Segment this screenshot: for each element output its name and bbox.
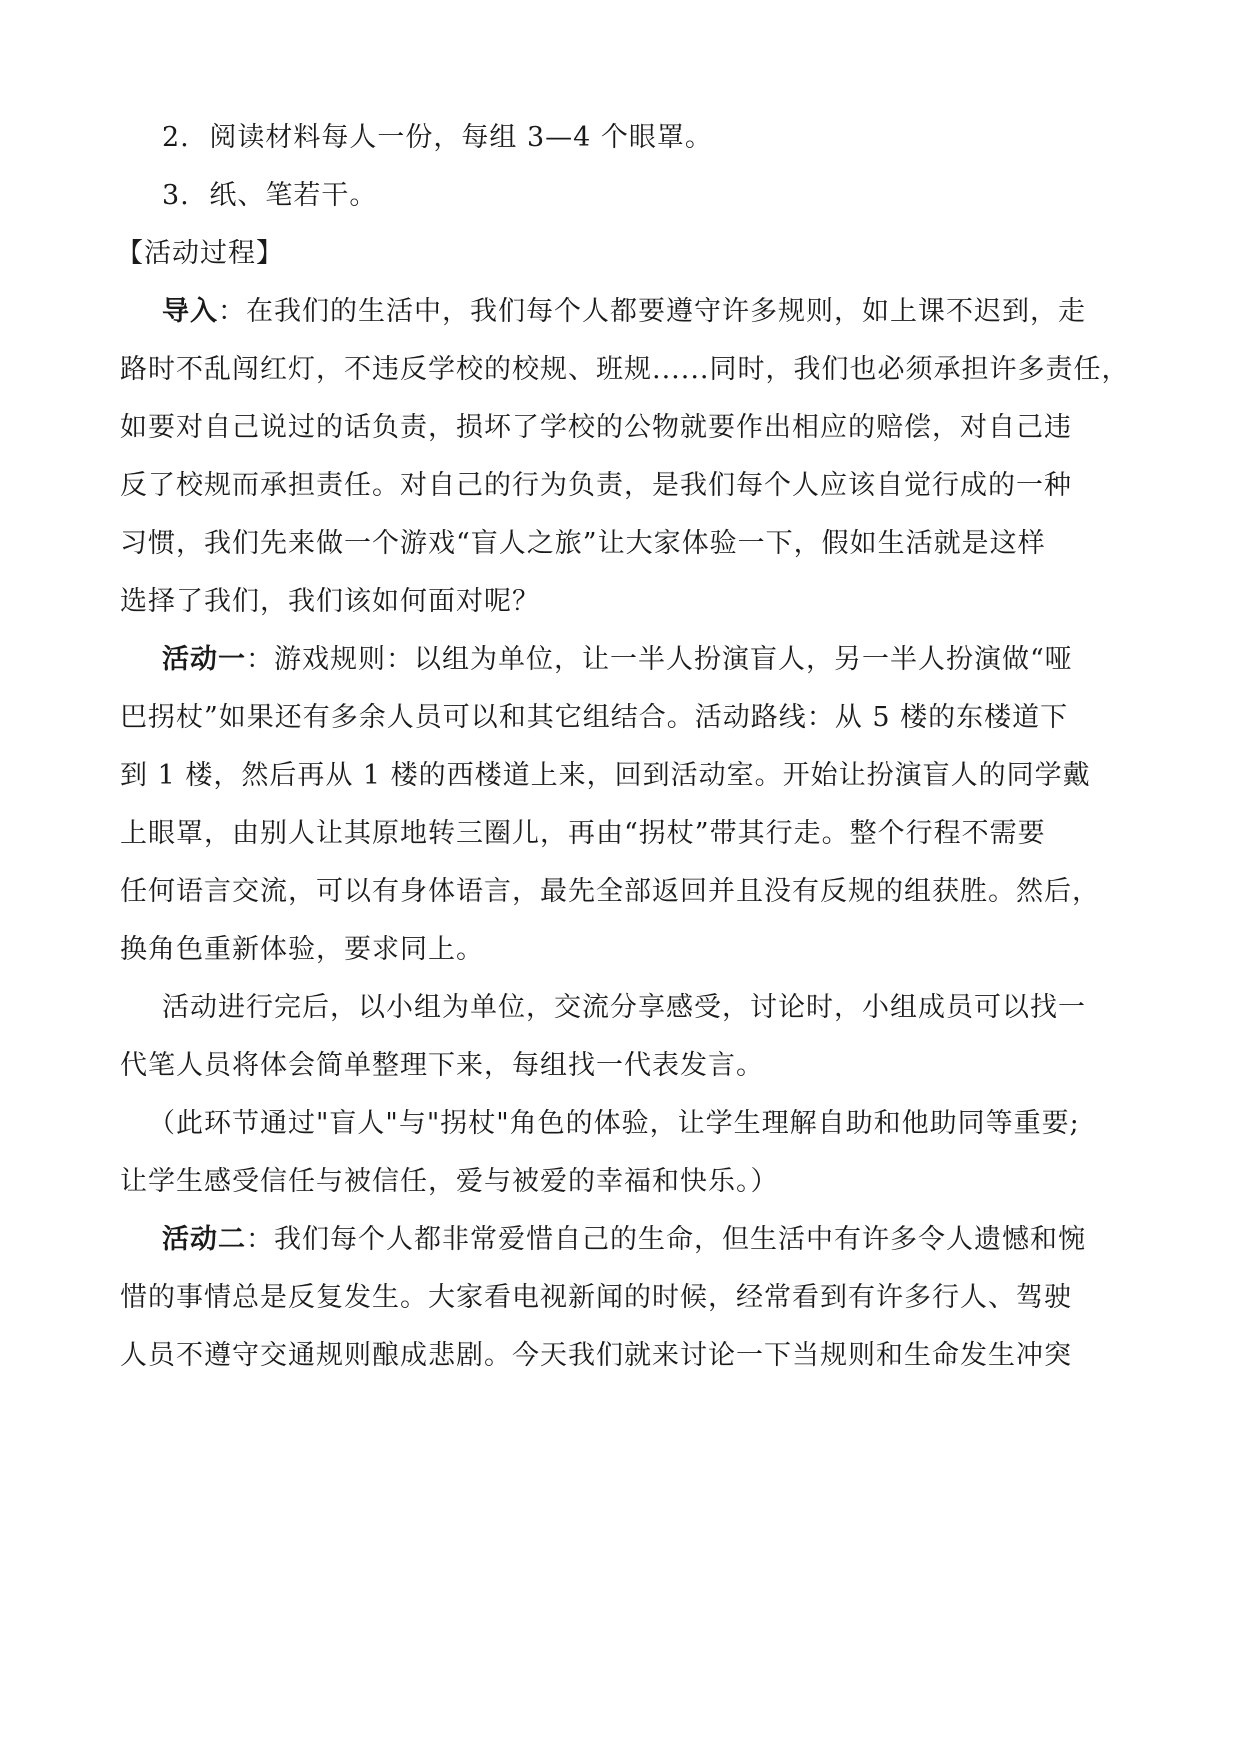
section-heading: 【活动过程】 — [116, 238, 284, 269]
list-number: 3. — [162, 180, 190, 211]
activity2-label: 活动二 — [162, 1224, 246, 1255]
paragraph-line: 换角色重新体验，要求同上。 — [120, 934, 484, 965]
paragraph-line: ：我们每个人都非常爱惜自己的生命，但生活中有许多令人遗憾和惋 — [246, 1224, 1086, 1255]
paragraph-line: 活动进行完后，以小组为单位，交流分享感受，讨论时，小组成员可以找一 — [162, 992, 1086, 1023]
intro-label: 导入 — [162, 296, 218, 327]
paragraph-line: 习惯，我们先来做一个游戏“盲人之旅”让大家体验一下，假如生活就是这样 — [120, 528, 1046, 559]
paragraph-line: ：在我们的生活中，我们每个人都要遵守许多规则，如上课不迟到，走 — [218, 296, 1086, 327]
paragraph-line: 反了校规而承担责任。对自己的行为负责，是我们每个人应该自觉行成的一种 — [120, 470, 1072, 501]
paragraph-line: 惜的事情总是反复发生。大家看电视新闻的时候，经常看到有许多行人、驾驶 — [120, 1282, 1072, 1313]
paragraph-line: 上眼罩，由别人让其原地转三圈儿，再由“拐杖”带其行走。整个行程不需要 — [120, 818, 1046, 849]
paragraph-line: 路时不乱闯红灯，不违反学校的校规、班规......同时，我们也必须承担许多责任， — [120, 354, 1130, 385]
activity2-first-line — [162, 1220, 1086, 1260]
paragraph-line: 代笔人员将体会简单整理下来，每组找一代表发言。 — [120, 1050, 764, 1081]
activity1-first-line — [162, 640, 1073, 680]
activity1-label: 活动一 — [162, 644, 246, 675]
paragraph-line: ：游戏规则：以组为单位，让一半人扮演盲人，另一半人扮演做“哑 — [246, 644, 1073, 675]
list-text: 纸、笔若干。 — [209, 180, 378, 211]
note-line: 让学生感受信任与被信任，爱与被爱的幸福和快乐。） — [120, 1166, 779, 1197]
paragraph-line: 人员不遵守交通规则酿成悲剧。今天我们就来讨论一下当规则和生命发生冲突 — [120, 1340, 1072, 1371]
list-item-2 — [162, 118, 713, 158]
intro-first-line — [162, 292, 1086, 332]
paragraph-line: 到 1 楼，然后再从 1 楼的西楼道上来，回到活动室。开始让扮演盲人的同学戴 — [120, 760, 1091, 791]
list-number: 2. — [162, 122, 190, 153]
paragraph-line: 如要对自己说过的话负责，损坏了学校的公物就要作出相应的赔偿，对自己违 — [120, 412, 1072, 443]
paragraph-line: 巴拐杖”如果还有多余人员可以和其它组结合。活动路线：从 5 楼的东楼道下 — [120, 702, 1069, 733]
note-line: （此环节通过"盲人"与"拐杖"角色的体验，让学生理解自助和他助同等重要; — [148, 1108, 1080, 1139]
list-item-3 — [162, 176, 377, 216]
paragraph-line: 选择了我们，我们该如何面对呢？ — [120, 586, 540, 617]
paragraph-line: 任何语言交流，可以有身体语言，最先全部返回并且没有反规的组获胜。然后， — [120, 876, 1100, 907]
list-text: 阅读材料每人一份，每组 3—4 个眼罩。 — [209, 122, 713, 153]
